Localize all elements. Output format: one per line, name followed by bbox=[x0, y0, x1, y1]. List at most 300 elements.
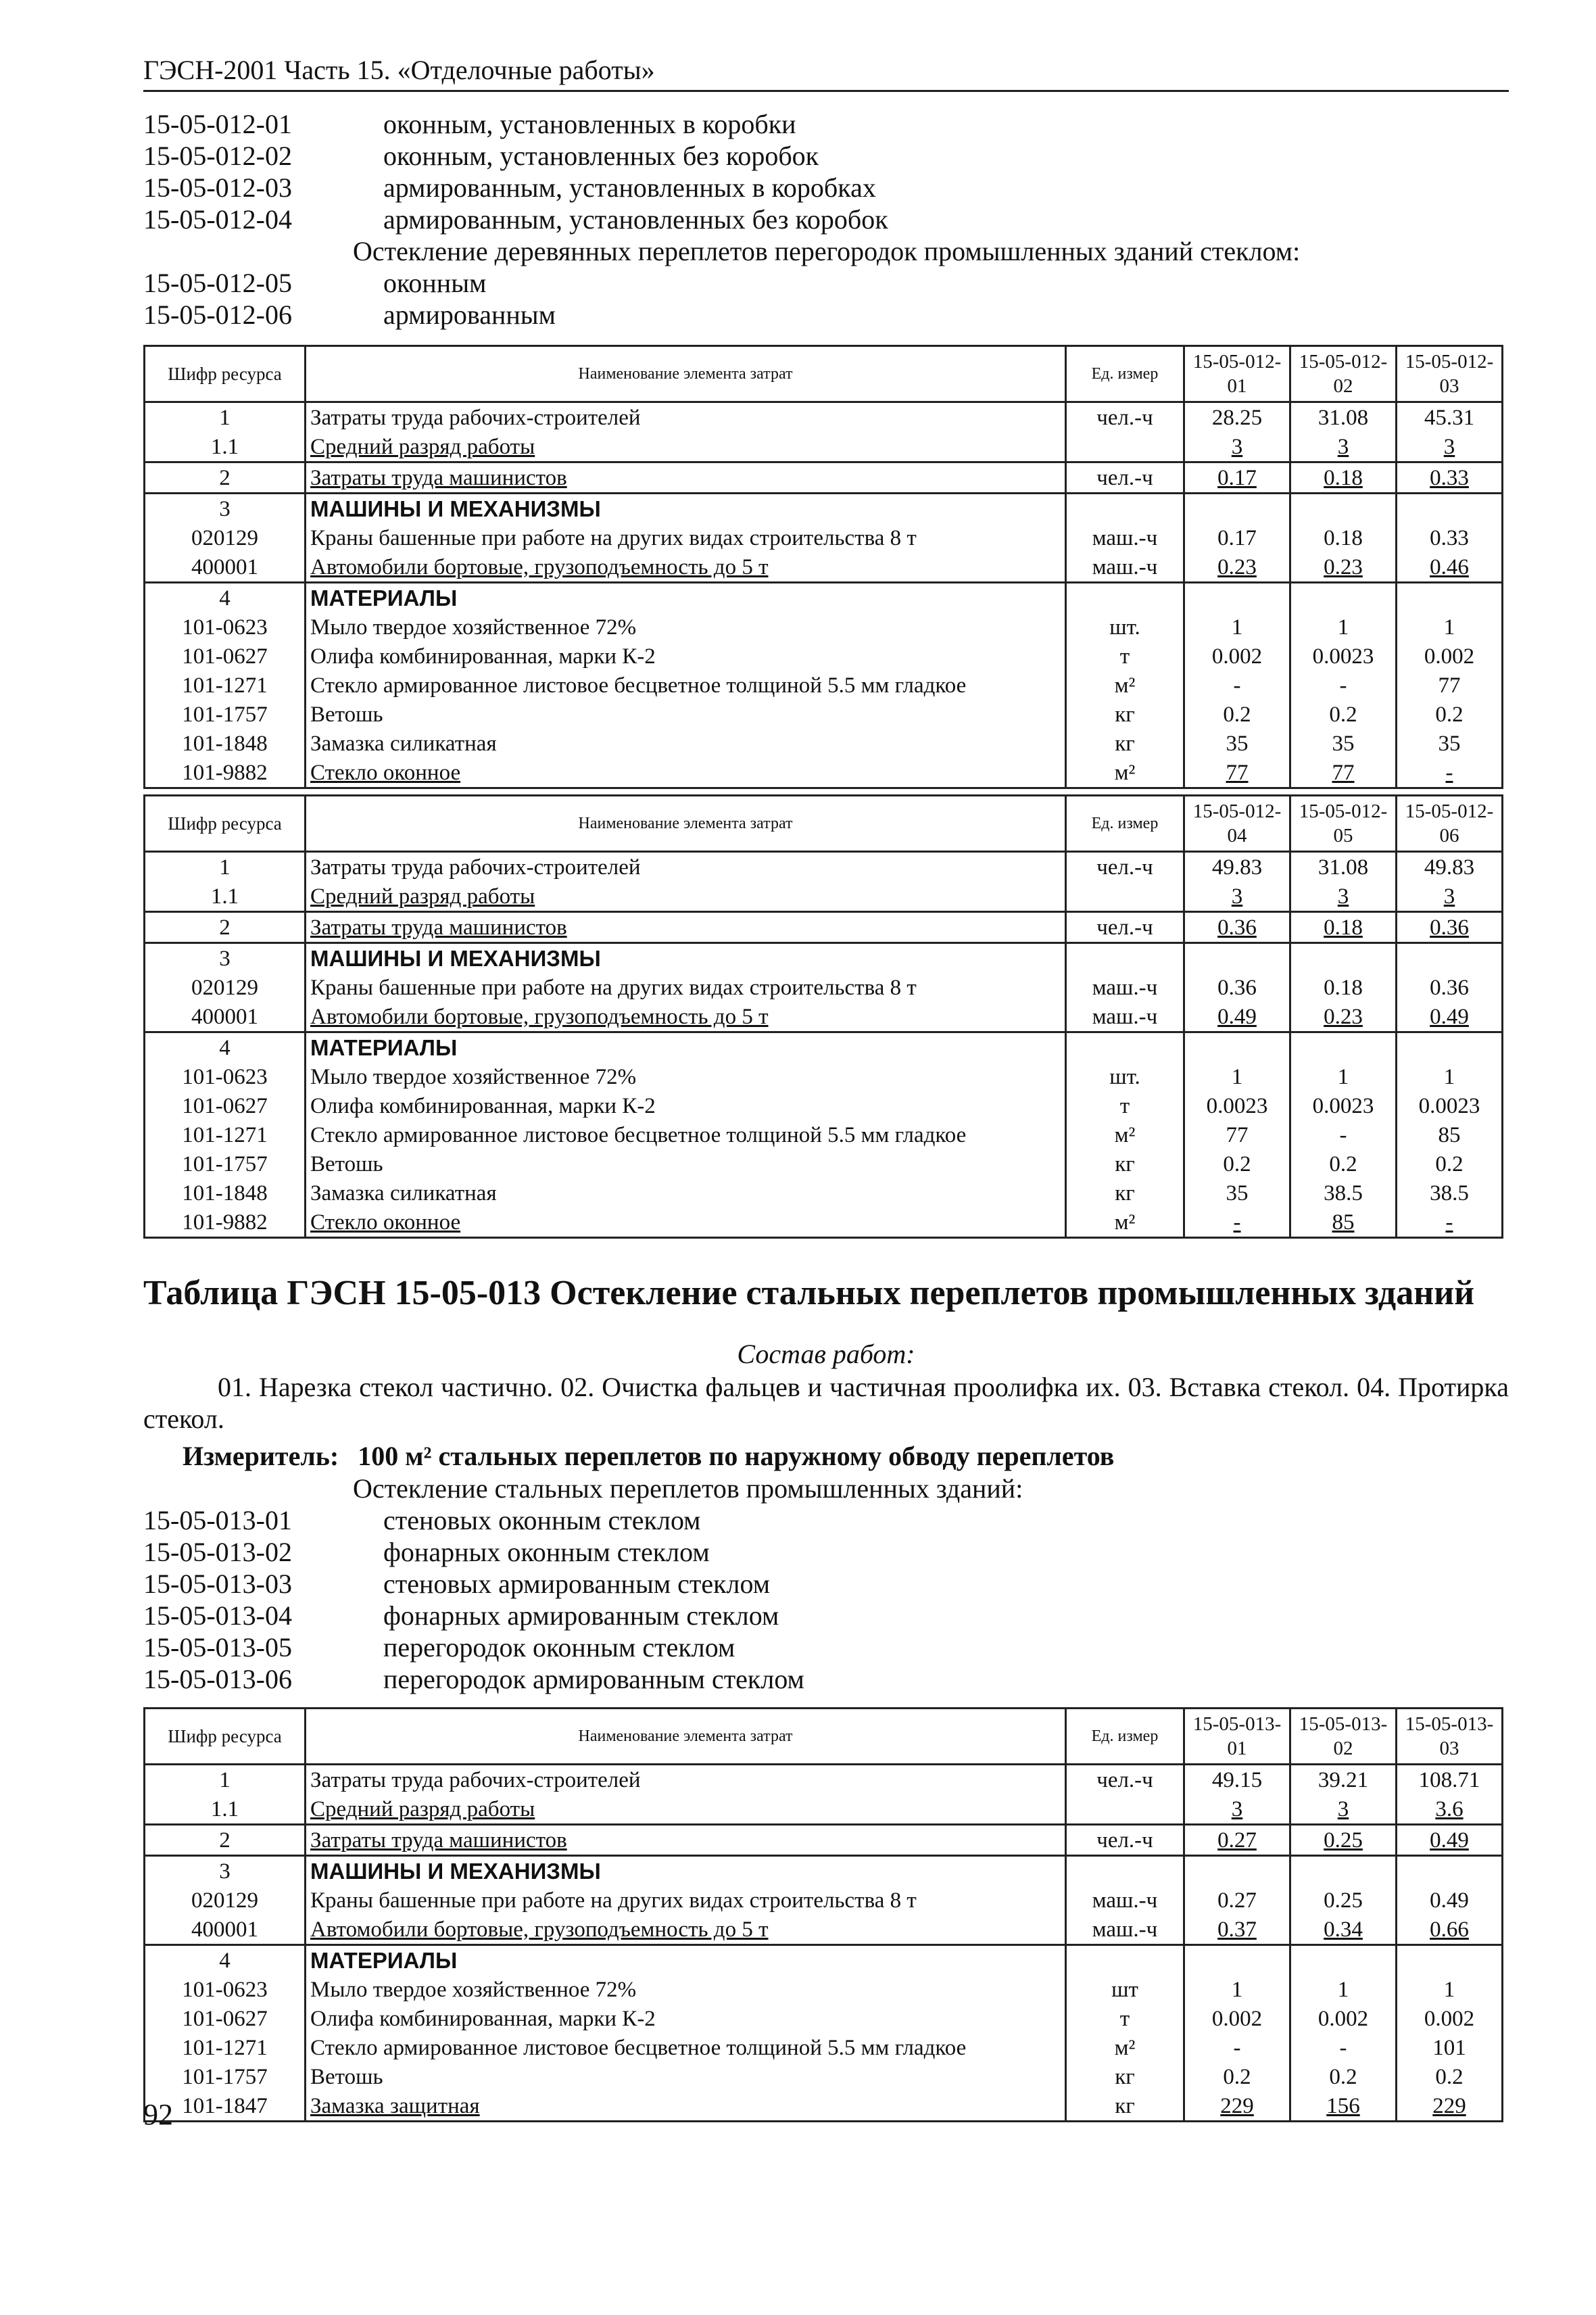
table-row bbox=[145, 1886, 1503, 1915]
header-norm-code: 15-05-012-01 bbox=[1184, 346, 1290, 402]
cell-value: 1 bbox=[1397, 1062, 1503, 1091]
cell-value: 0.25 bbox=[1290, 1886, 1397, 1915]
cell-value: - bbox=[1290, 2033, 1397, 2062]
cell-unit: шт. bbox=[1066, 613, 1184, 642]
cell-value: 1 bbox=[1397, 1975, 1503, 2004]
cell-name: Мыло твердое хозяйственное 72% bbox=[306, 1062, 1066, 1091]
cell-value: 0.25 bbox=[1290, 1825, 1397, 1856]
cell-value bbox=[1397, 1856, 1503, 1886]
cell-unit: м² bbox=[1066, 1120, 1184, 1149]
cell-value: 77 bbox=[1184, 1120, 1290, 1149]
cell-name: Стекло армированное листовое бесцветное толщиной 5.5 мм гладкое bbox=[306, 2033, 1066, 2062]
cell-unit: маш.-ч bbox=[1066, 1002, 1184, 1032]
list-item: 15-05-012-06 армированным bbox=[143, 300, 556, 330]
cell-value: 0.2 bbox=[1184, 1149, 1290, 1178]
cell-value: - bbox=[1397, 1208, 1503, 1238]
cell-value: 3 bbox=[1397, 432, 1503, 462]
cell-value: 156 bbox=[1290, 2091, 1397, 2122]
cell-value: 0.18 bbox=[1290, 912, 1397, 943]
cell-name: Средний разряд работы bbox=[306, 432, 1066, 462]
cell-value bbox=[1397, 583, 1503, 613]
cell-name: Затраты труда рабочих-строителей bbox=[306, 402, 1066, 433]
cell-value: 77 bbox=[1184, 758, 1290, 788]
cell-value: 0.002 bbox=[1397, 2004, 1503, 2033]
cell-value bbox=[1290, 1856, 1397, 1886]
cell-value: 35 bbox=[1184, 1178, 1290, 1208]
cell-name: Олифа комбинированная, марки К-2 bbox=[306, 2004, 1066, 2033]
cell-unit: кг bbox=[1066, 1178, 1184, 1208]
cell-code: 101-1848 bbox=[145, 729, 306, 758]
cell-unit: кг bbox=[1066, 2062, 1184, 2091]
cell-value: 0.002 bbox=[1290, 2004, 1397, 2033]
cell-value: 77 bbox=[1290, 758, 1397, 788]
cell-unit: маш.-ч bbox=[1066, 1915, 1184, 1945]
cell-name: Краны башенные при работе на других видах строительства 8 т bbox=[306, 523, 1066, 552]
cell-name: Стекло армированное листовое бесцветное толщиной 5.5 мм гладкое bbox=[306, 671, 1066, 700]
cell-unit: чел.-ч bbox=[1066, 912, 1184, 943]
table-row bbox=[145, 1825, 1503, 1856]
cell-name: МАШИНЫ И МЕХАНИЗМЫ bbox=[306, 494, 1066, 524]
resource-table-1 bbox=[143, 345, 1503, 789]
cell-code: 101-9882 bbox=[145, 758, 306, 788]
cell-name: Ветошь bbox=[306, 2062, 1066, 2091]
header-unit: Ед. измер bbox=[1066, 346, 1184, 402]
cell-value: 77 bbox=[1397, 671, 1503, 700]
cell-name: Затраты труда рабочих-строителей bbox=[306, 852, 1066, 882]
header-name: Наименование элемента затрат bbox=[306, 796, 1066, 852]
cell-value: 0.27 bbox=[1184, 1886, 1290, 1915]
table-row bbox=[145, 671, 1503, 700]
cell-name: Затраты труда машинистов bbox=[306, 462, 1066, 494]
cell-code: 3 bbox=[145, 1856, 306, 1886]
cell-unit: маш.-ч bbox=[1066, 1886, 1184, 1915]
cell-value: 0.49 bbox=[1397, 1886, 1503, 1915]
cell-name: Краны башенные при работе на других видах строительства 8 т bbox=[306, 1886, 1066, 1915]
list-intro: Остекление стальных переплетов промышленных зданий: bbox=[353, 1473, 1023, 1504]
cell-code: 020129 bbox=[145, 1886, 306, 1915]
cell-code: 4 bbox=[145, 1945, 306, 1976]
cell-code: 1.1 bbox=[145, 432, 306, 462]
list-item: 15-05-013-04 фонарных армированным стеклом bbox=[143, 1600, 779, 1631]
cell-value: 0.17 bbox=[1184, 462, 1290, 494]
cell-value: 0.2 bbox=[1184, 2062, 1290, 2091]
header-code: Шифр ресурса bbox=[145, 796, 306, 852]
cell-name: Автомобили бортовые, грузоподъемность до 5 т bbox=[306, 552, 1066, 583]
table-row bbox=[145, 2033, 1503, 2062]
cell-code: 101-1757 bbox=[145, 1149, 306, 1178]
table-row bbox=[145, 2062, 1503, 2091]
table-header-row bbox=[145, 1709, 1503, 1765]
list-item: 15-05-012-02 оконным, установленных без коробок bbox=[143, 141, 819, 171]
header-norm-code: 15-05-012-02 bbox=[1290, 346, 1397, 402]
cell-value: - bbox=[1184, 671, 1290, 700]
cell-value: - bbox=[1184, 1208, 1290, 1238]
cell-code: 020129 bbox=[145, 973, 306, 1002]
cell-value bbox=[1290, 1032, 1397, 1063]
cell-value: 0.36 bbox=[1397, 973, 1503, 1002]
cell-unit: т bbox=[1066, 2004, 1184, 2033]
cell-unit: т bbox=[1066, 1091, 1184, 1120]
table-row bbox=[145, 1149, 1503, 1178]
code-list-012 bbox=[143, 108, 1509, 331]
cell-unit: маш.-ч bbox=[1066, 523, 1184, 552]
table-row bbox=[145, 882, 1503, 912]
list-item: 15-05-012-05 оконным bbox=[143, 268, 487, 298]
cell-name: Ветошь bbox=[306, 1149, 1066, 1178]
table-row bbox=[145, 943, 1503, 974]
cell-value: 0.18 bbox=[1290, 523, 1397, 552]
cell-value: 1 bbox=[1290, 613, 1397, 642]
cell-unit bbox=[1066, 494, 1184, 524]
cell-name: МАТЕРИАЛЫ bbox=[306, 583, 1066, 613]
cell-name: Автомобили бортовые, грузоподъемность до 5 т bbox=[306, 1915, 1066, 1945]
cell-value: 0.2 bbox=[1290, 2062, 1397, 2091]
cell-name: Стекло оконное bbox=[306, 1208, 1066, 1238]
cell-value: 229 bbox=[1397, 2091, 1503, 2122]
cell-value: 1 bbox=[1290, 1062, 1397, 1091]
cell-value bbox=[1397, 1945, 1503, 1976]
cell-value bbox=[1290, 1945, 1397, 1976]
cell-value: 3 bbox=[1184, 432, 1290, 462]
table-row bbox=[145, 583, 1503, 613]
cell-unit: чел.-ч bbox=[1066, 852, 1184, 882]
cell-code: 1 bbox=[145, 852, 306, 882]
list-item: 15-05-012-03 армированным, установленных в коробках bbox=[143, 172, 876, 203]
header-code: Шифр ресурса bbox=[145, 346, 306, 402]
cell-unit: чел.-ч bbox=[1066, 402, 1184, 433]
table-row bbox=[145, 1856, 1503, 1886]
cell-code: 101-9882 bbox=[145, 1208, 306, 1238]
cell-code: 2 bbox=[145, 1825, 306, 1856]
table-row bbox=[145, 852, 1503, 882]
cell-value: 1 bbox=[1184, 1975, 1290, 2004]
cell-value: 35 bbox=[1290, 729, 1397, 758]
list-item: 15-05-013-05 перегородок оконным стеклом bbox=[143, 1632, 735, 1663]
table-title: Таблица ГЭСН 15-05-013 Остекление стальных переплетов промышленных зданий bbox=[143, 1274, 1475, 1312]
cell-name: Мыло твердое хозяйственное 72% bbox=[306, 1975, 1066, 2004]
code-list-013 bbox=[143, 1473, 1509, 1695]
cell-value: 0.37 bbox=[1184, 1915, 1290, 1945]
cell-value: 0.23 bbox=[1184, 552, 1290, 583]
cell-value bbox=[1397, 494, 1503, 524]
cell-name: Затраты труда рабочих-строителей bbox=[306, 1765, 1066, 1795]
cell-value: 31.08 bbox=[1290, 402, 1397, 433]
list-item: 15-05-013-01 стеновых оконным стеклом bbox=[143, 1505, 701, 1535]
cell-unit: маш.-ч bbox=[1066, 552, 1184, 583]
cell-value: 0.002 bbox=[1397, 642, 1503, 671]
cell-value: 0.2 bbox=[1184, 700, 1290, 729]
cell-value: 0.36 bbox=[1184, 912, 1290, 943]
cell-value: 229 bbox=[1184, 2091, 1290, 2122]
cell-code: 1.1 bbox=[145, 1794, 306, 1825]
table-row bbox=[145, 1975, 1503, 2004]
cell-name: Краны башенные при работе на других видах строительства 8 т bbox=[306, 973, 1066, 1002]
cell-value: 0.27 bbox=[1184, 1825, 1290, 1856]
list-item: 15-05-013-06 перегородок армированным стеклом bbox=[143, 1664, 804, 1694]
header-norm-code: 15-05-013-01 bbox=[1184, 1709, 1290, 1765]
cell-value bbox=[1397, 943, 1503, 974]
cell-value: 0.2 bbox=[1290, 700, 1397, 729]
cell-value: 0.36 bbox=[1397, 912, 1503, 943]
table-row bbox=[145, 494, 1503, 524]
cell-value: 1 bbox=[1290, 1975, 1397, 2004]
header-name: Наименование элемента затрат bbox=[306, 1709, 1066, 1765]
cell-value: 85 bbox=[1397, 1120, 1503, 1149]
table-row bbox=[145, 1091, 1503, 1120]
cell-value: 1 bbox=[1184, 613, 1290, 642]
cell-code: 1.1 bbox=[145, 882, 306, 912]
table-row bbox=[145, 613, 1503, 642]
cell-unit bbox=[1066, 583, 1184, 613]
header-norm-code: 15-05-012-05 bbox=[1290, 796, 1397, 852]
cell-code: 400001 bbox=[145, 1915, 306, 1945]
cell-unit bbox=[1066, 1856, 1184, 1886]
list-item: 15-05-013-03 стеновых армированным стеклом bbox=[143, 1569, 771, 1599]
resource-table-2 bbox=[143, 794, 1503, 1239]
cell-code: 4 bbox=[145, 1032, 306, 1063]
cell-value: 3 bbox=[1184, 1794, 1290, 1825]
table-row bbox=[145, 1178, 1503, 1208]
cell-value: - bbox=[1184, 2033, 1290, 2062]
cell-value: 49.15 bbox=[1184, 1765, 1290, 1795]
table-row bbox=[145, 2004, 1503, 2033]
cell-unit: м² bbox=[1066, 758, 1184, 788]
cell-code: 101-1757 bbox=[145, 700, 306, 729]
cell-code: 101-1271 bbox=[145, 671, 306, 700]
table-header-row bbox=[145, 796, 1503, 852]
cell-code: 4 bbox=[145, 583, 306, 613]
cell-name: Средний разряд работы bbox=[306, 1794, 1066, 1825]
cell-value: 0.2 bbox=[1397, 1149, 1503, 1178]
cell-code: 101-1271 bbox=[145, 2033, 306, 2062]
cell-value: 45.31 bbox=[1397, 402, 1503, 433]
cell-value: 39.21 bbox=[1290, 1765, 1397, 1795]
table-row bbox=[145, 1062, 1503, 1091]
cell-value: 3 bbox=[1290, 882, 1397, 912]
table-row bbox=[145, 432, 1503, 462]
cell-name: МАШИНЫ И МЕХАНИЗМЫ bbox=[306, 1856, 1066, 1886]
cell-value: 3 bbox=[1290, 432, 1397, 462]
cell-code: 101-0623 bbox=[145, 1975, 306, 2004]
cell-unit bbox=[1066, 943, 1184, 974]
cell-code: 101-0627 bbox=[145, 2004, 306, 2033]
cell-value: 38.5 bbox=[1397, 1178, 1503, 1208]
cell-code: 1 bbox=[145, 1765, 306, 1795]
cell-code: 2 bbox=[145, 912, 306, 943]
table-row bbox=[145, 1765, 1503, 1795]
table-row bbox=[145, 462, 1503, 494]
cell-value: 35 bbox=[1397, 729, 1503, 758]
cell-unit: т bbox=[1066, 642, 1184, 671]
cell-value: 108.71 bbox=[1397, 1765, 1503, 1795]
cell-name: МАШИНЫ И МЕХАНИЗМЫ bbox=[306, 943, 1066, 974]
header-code: Шифр ресурса bbox=[145, 1709, 306, 1765]
cell-value: 3 bbox=[1397, 882, 1503, 912]
table-row bbox=[145, 642, 1503, 671]
table-row bbox=[145, 1915, 1503, 1945]
cell-value: 0.2 bbox=[1397, 700, 1503, 729]
cell-name: Автомобили бортовые, грузоподъемность до 5 т bbox=[306, 1002, 1066, 1032]
table-header-row bbox=[145, 346, 1503, 402]
cell-value: 0.0023 bbox=[1290, 1091, 1397, 1120]
cell-unit bbox=[1066, 882, 1184, 912]
cell-value: 0.23 bbox=[1290, 1002, 1397, 1032]
table-row bbox=[145, 1945, 1503, 1976]
cell-value: 85 bbox=[1290, 1208, 1397, 1238]
cell-code: 2 bbox=[145, 462, 306, 494]
header-norm-code: 15-05-013-02 bbox=[1290, 1709, 1397, 1765]
cell-unit bbox=[1066, 1945, 1184, 1976]
list-item: 15-05-013-02 фонарных оконным стеклом bbox=[143, 1537, 710, 1567]
cell-name: Замазка защитная bbox=[306, 2091, 1066, 2122]
table-row bbox=[145, 523, 1503, 552]
cell-value: 0.2 bbox=[1290, 1149, 1397, 1178]
cell-value: 101 bbox=[1397, 2033, 1503, 2062]
cell-value: 1 bbox=[1184, 1062, 1290, 1091]
cell-value bbox=[1290, 943, 1397, 974]
cell-unit: чел.-ч bbox=[1066, 462, 1184, 494]
cell-name: МАТЕРИАЛЫ bbox=[306, 1945, 1066, 1976]
page-number: 92 bbox=[143, 2098, 173, 2131]
cell-code: 101-0623 bbox=[145, 613, 306, 642]
header-unit: Ед. измер bbox=[1066, 796, 1184, 852]
cell-value: 3 bbox=[1290, 1794, 1397, 1825]
cell-code: 101-0623 bbox=[145, 1062, 306, 1091]
cell-value: - bbox=[1290, 671, 1397, 700]
header-norm-code: 15-05-013-03 bbox=[1397, 1709, 1503, 1765]
cell-value: 0.33 bbox=[1397, 523, 1503, 552]
work-operations: 01. Нарезка стекол частично. 02. Очистка фальцев и частичная проолифка их. 03. Вставка стекол. 04. Протирка стекол. bbox=[143, 1372, 1509, 1434]
cell-unit: шт bbox=[1066, 1975, 1184, 2004]
cell-value bbox=[1184, 583, 1290, 613]
table-row bbox=[145, 1002, 1503, 1032]
cell-name: Замазка силикатная bbox=[306, 1178, 1066, 1208]
cell-code: 101-1271 bbox=[145, 1120, 306, 1149]
measure-line bbox=[183, 1440, 1114, 1472]
cell-value: 31.08 bbox=[1290, 852, 1397, 882]
cell-code: 101-0627 bbox=[145, 1091, 306, 1120]
cell-code: 400001 bbox=[145, 552, 306, 583]
cell-value: 3 bbox=[1184, 882, 1290, 912]
cell-value: - bbox=[1290, 1120, 1397, 1149]
cell-value bbox=[1290, 494, 1397, 524]
list-intro: Остекление деревянных переплетов перегородок промышленных зданий стеклом: bbox=[353, 236, 1301, 266]
cell-unit: маш.-ч bbox=[1066, 973, 1184, 1002]
cell-value: 49.83 bbox=[1397, 852, 1503, 882]
cell-value: 0.17 bbox=[1184, 523, 1290, 552]
cell-unit: м² bbox=[1066, 671, 1184, 700]
cell-code: 1 bbox=[145, 402, 306, 433]
cell-name: Стекло оконное bbox=[306, 758, 1066, 788]
cell-value bbox=[1184, 1945, 1290, 1976]
cell-unit: м² bbox=[1066, 1208, 1184, 1238]
cell-value bbox=[1184, 943, 1290, 974]
cell-value: 28.25 bbox=[1184, 402, 1290, 433]
header-norm-code: 15-05-012-03 bbox=[1397, 346, 1503, 402]
cell-code: 020129 bbox=[145, 523, 306, 552]
table-row bbox=[145, 912, 1503, 943]
cell-value: 0.49 bbox=[1184, 1002, 1290, 1032]
cell-value: 3.6 bbox=[1397, 1794, 1503, 1825]
cell-unit: кг bbox=[1066, 1149, 1184, 1178]
table-row bbox=[145, 729, 1503, 758]
table-row bbox=[145, 758, 1503, 788]
cell-name: Средний разряд работы bbox=[306, 882, 1066, 912]
header-name: Наименование элемента затрат bbox=[306, 346, 1066, 402]
cell-unit: кг bbox=[1066, 729, 1184, 758]
cell-value bbox=[1184, 1856, 1290, 1886]
cell-unit: шт. bbox=[1066, 1062, 1184, 1091]
work-composition-heading: Состав работ: bbox=[737, 1339, 915, 1369]
header-unit: Ед. измер bbox=[1066, 1709, 1184, 1765]
cell-name: Затраты труда машинистов bbox=[306, 1825, 1066, 1856]
cell-value: 0.002 bbox=[1184, 642, 1290, 671]
cell-value bbox=[1290, 583, 1397, 613]
cell-value: 0.2 bbox=[1397, 2062, 1503, 2091]
cell-value: - bbox=[1397, 758, 1503, 788]
table-row bbox=[145, 402, 1503, 433]
cell-value: 0.18 bbox=[1290, 462, 1397, 494]
cell-code: 101-1757 bbox=[145, 2062, 306, 2091]
table-row bbox=[145, 1120, 1503, 1149]
running-header: ГЭСН-2001 Часть 15. «Отделочные работы» bbox=[143, 54, 1509, 92]
resource-table-3 bbox=[143, 1707, 1503, 2122]
cell-value: 0.34 bbox=[1290, 1915, 1397, 1945]
cell-unit bbox=[1066, 1794, 1184, 1825]
cell-unit: кг bbox=[1066, 2091, 1184, 2122]
cell-value: 0.002 bbox=[1184, 2004, 1290, 2033]
cell-value: 0.0023 bbox=[1184, 1091, 1290, 1120]
list-item: 15-05-012-01 оконным, установленных в коробки bbox=[143, 109, 796, 139]
cell-unit: кг bbox=[1066, 700, 1184, 729]
cell-value: 38.5 bbox=[1290, 1178, 1397, 1208]
cell-unit: чел.-ч bbox=[1066, 1765, 1184, 1795]
cell-value: 0.49 bbox=[1397, 1825, 1503, 1856]
measure-value: 100 м² стальных переплетов по наружному обводу переплетов bbox=[358, 1441, 1115, 1471]
cell-code: 101-1847 bbox=[145, 2091, 306, 2122]
cell-value bbox=[1184, 494, 1290, 524]
cell-value: 0.49 bbox=[1397, 1002, 1503, 1032]
cell-value: 1 bbox=[1397, 613, 1503, 642]
cell-code: 3 bbox=[145, 943, 306, 974]
cell-name: Олифа комбинированная, марки К-2 bbox=[306, 1091, 1066, 1120]
table-row bbox=[145, 552, 1503, 583]
cell-name: МАТЕРИАЛЫ bbox=[306, 1032, 1066, 1063]
header-norm-code: 15-05-012-04 bbox=[1184, 796, 1290, 852]
cell-value: 0.18 bbox=[1290, 973, 1397, 1002]
cell-name: Олифа комбинированная, марки К-2 bbox=[306, 642, 1066, 671]
cell-value: 0.23 bbox=[1290, 552, 1397, 583]
cell-name: Мыло твердое хозяйственное 72% bbox=[306, 613, 1066, 642]
table-row bbox=[145, 700, 1503, 729]
cell-code: 101-0627 bbox=[145, 642, 306, 671]
cell-name: Затраты труда машинистов bbox=[306, 912, 1066, 943]
cell-value: 0.0023 bbox=[1290, 642, 1397, 671]
cell-value: 0.36 bbox=[1184, 973, 1290, 1002]
cell-code: 3 bbox=[145, 494, 306, 524]
cell-name: Ветошь bbox=[306, 700, 1066, 729]
cell-value bbox=[1397, 1032, 1503, 1063]
cell-value: 0.0023 bbox=[1397, 1091, 1503, 1120]
cell-unit bbox=[1066, 1032, 1184, 1063]
cell-name: Стекло армированное листовое бесцветное толщиной 5.5 мм гладкое bbox=[306, 1120, 1066, 1149]
cell-code: 101-1848 bbox=[145, 1178, 306, 1208]
header-norm-code: 15-05-012-06 bbox=[1397, 796, 1503, 852]
cell-unit: чел.-ч bbox=[1066, 1825, 1184, 1856]
cell-value: 0.66 bbox=[1397, 1915, 1503, 1945]
cell-value bbox=[1184, 1032, 1290, 1063]
cell-unit: м² bbox=[1066, 2033, 1184, 2062]
